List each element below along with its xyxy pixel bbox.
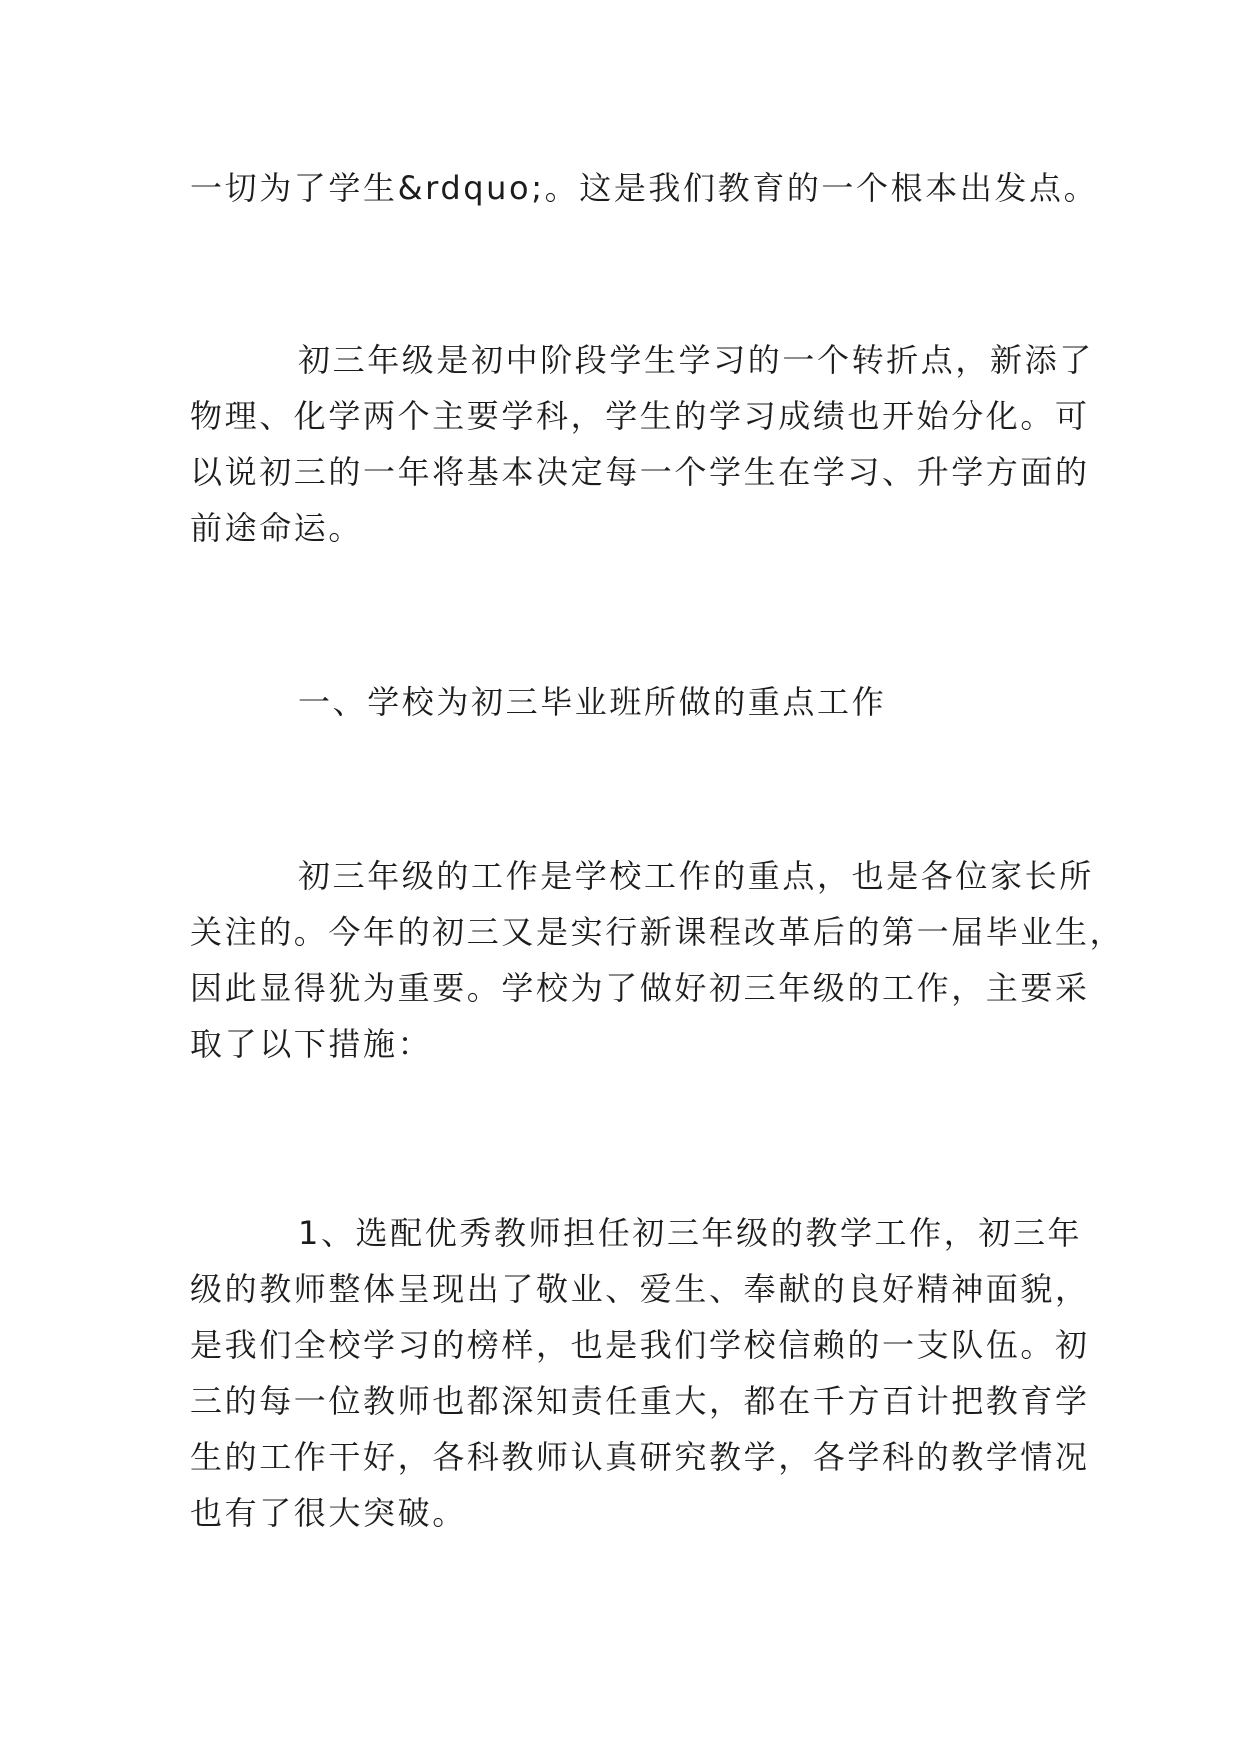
para-focus-line-2: 关注的。今年的初三又是实行新课程改革后的第一届毕业生， — [190, 913, 1125, 951]
item-1-line-1: 1、选配优秀教师担任初三年级的教学工作，初三年 — [298, 1214, 1083, 1252]
item-1-line-3: 是我们全校学习的榜样，也是我们学校信赖的一支队伍。初 — [190, 1326, 1090, 1364]
para-focus-line-3: 因此显得犹为重要。学校为了做好初三年级的工作，主要采 — [190, 969, 1090, 1007]
intro-line-1: 一切为了学生&rdquo;。这是我们教育的一个根本出发点。 — [190, 169, 1099, 207]
para-grade3-line-1: 初三年级是初中阶段学生学习的一个转折点，新添了 — [298, 341, 1094, 379]
para-focus-line-1: 初三年级的工作是学校工作的重点，也是各位家长所 — [298, 857, 1094, 895]
para-grade3-line-3: 以说初三的一年将基本决定每一个学生在学习、升学方面的 — [190, 453, 1090, 491]
para-grade3-line-4: 前途命运。 — [190, 509, 364, 547]
item-1-line-6: 也有了很大突破。 — [190, 1494, 467, 1532]
para-grade3-line-2: 物理、化学两个主要学科，学生的学习成绩也开始分化。可 — [190, 397, 1090, 435]
item-1-line-2: 级的教师整体呈现出了敬业、爱生、奉献的良好精神面貌， — [190, 1270, 1090, 1308]
para-focus-line-4: 取了以下措施： — [190, 1025, 433, 1063]
item-1-line-5: 生的工作干好，各科教师认真研究教学，各学科的教学情况 — [190, 1438, 1090, 1476]
item-1-line-4: 三的每一位教师也都深知责任重大，都在千方百计把教育学 — [190, 1382, 1090, 1420]
section-heading-1: 一、学校为初三毕业班所做的重点工作 — [298, 683, 887, 721]
